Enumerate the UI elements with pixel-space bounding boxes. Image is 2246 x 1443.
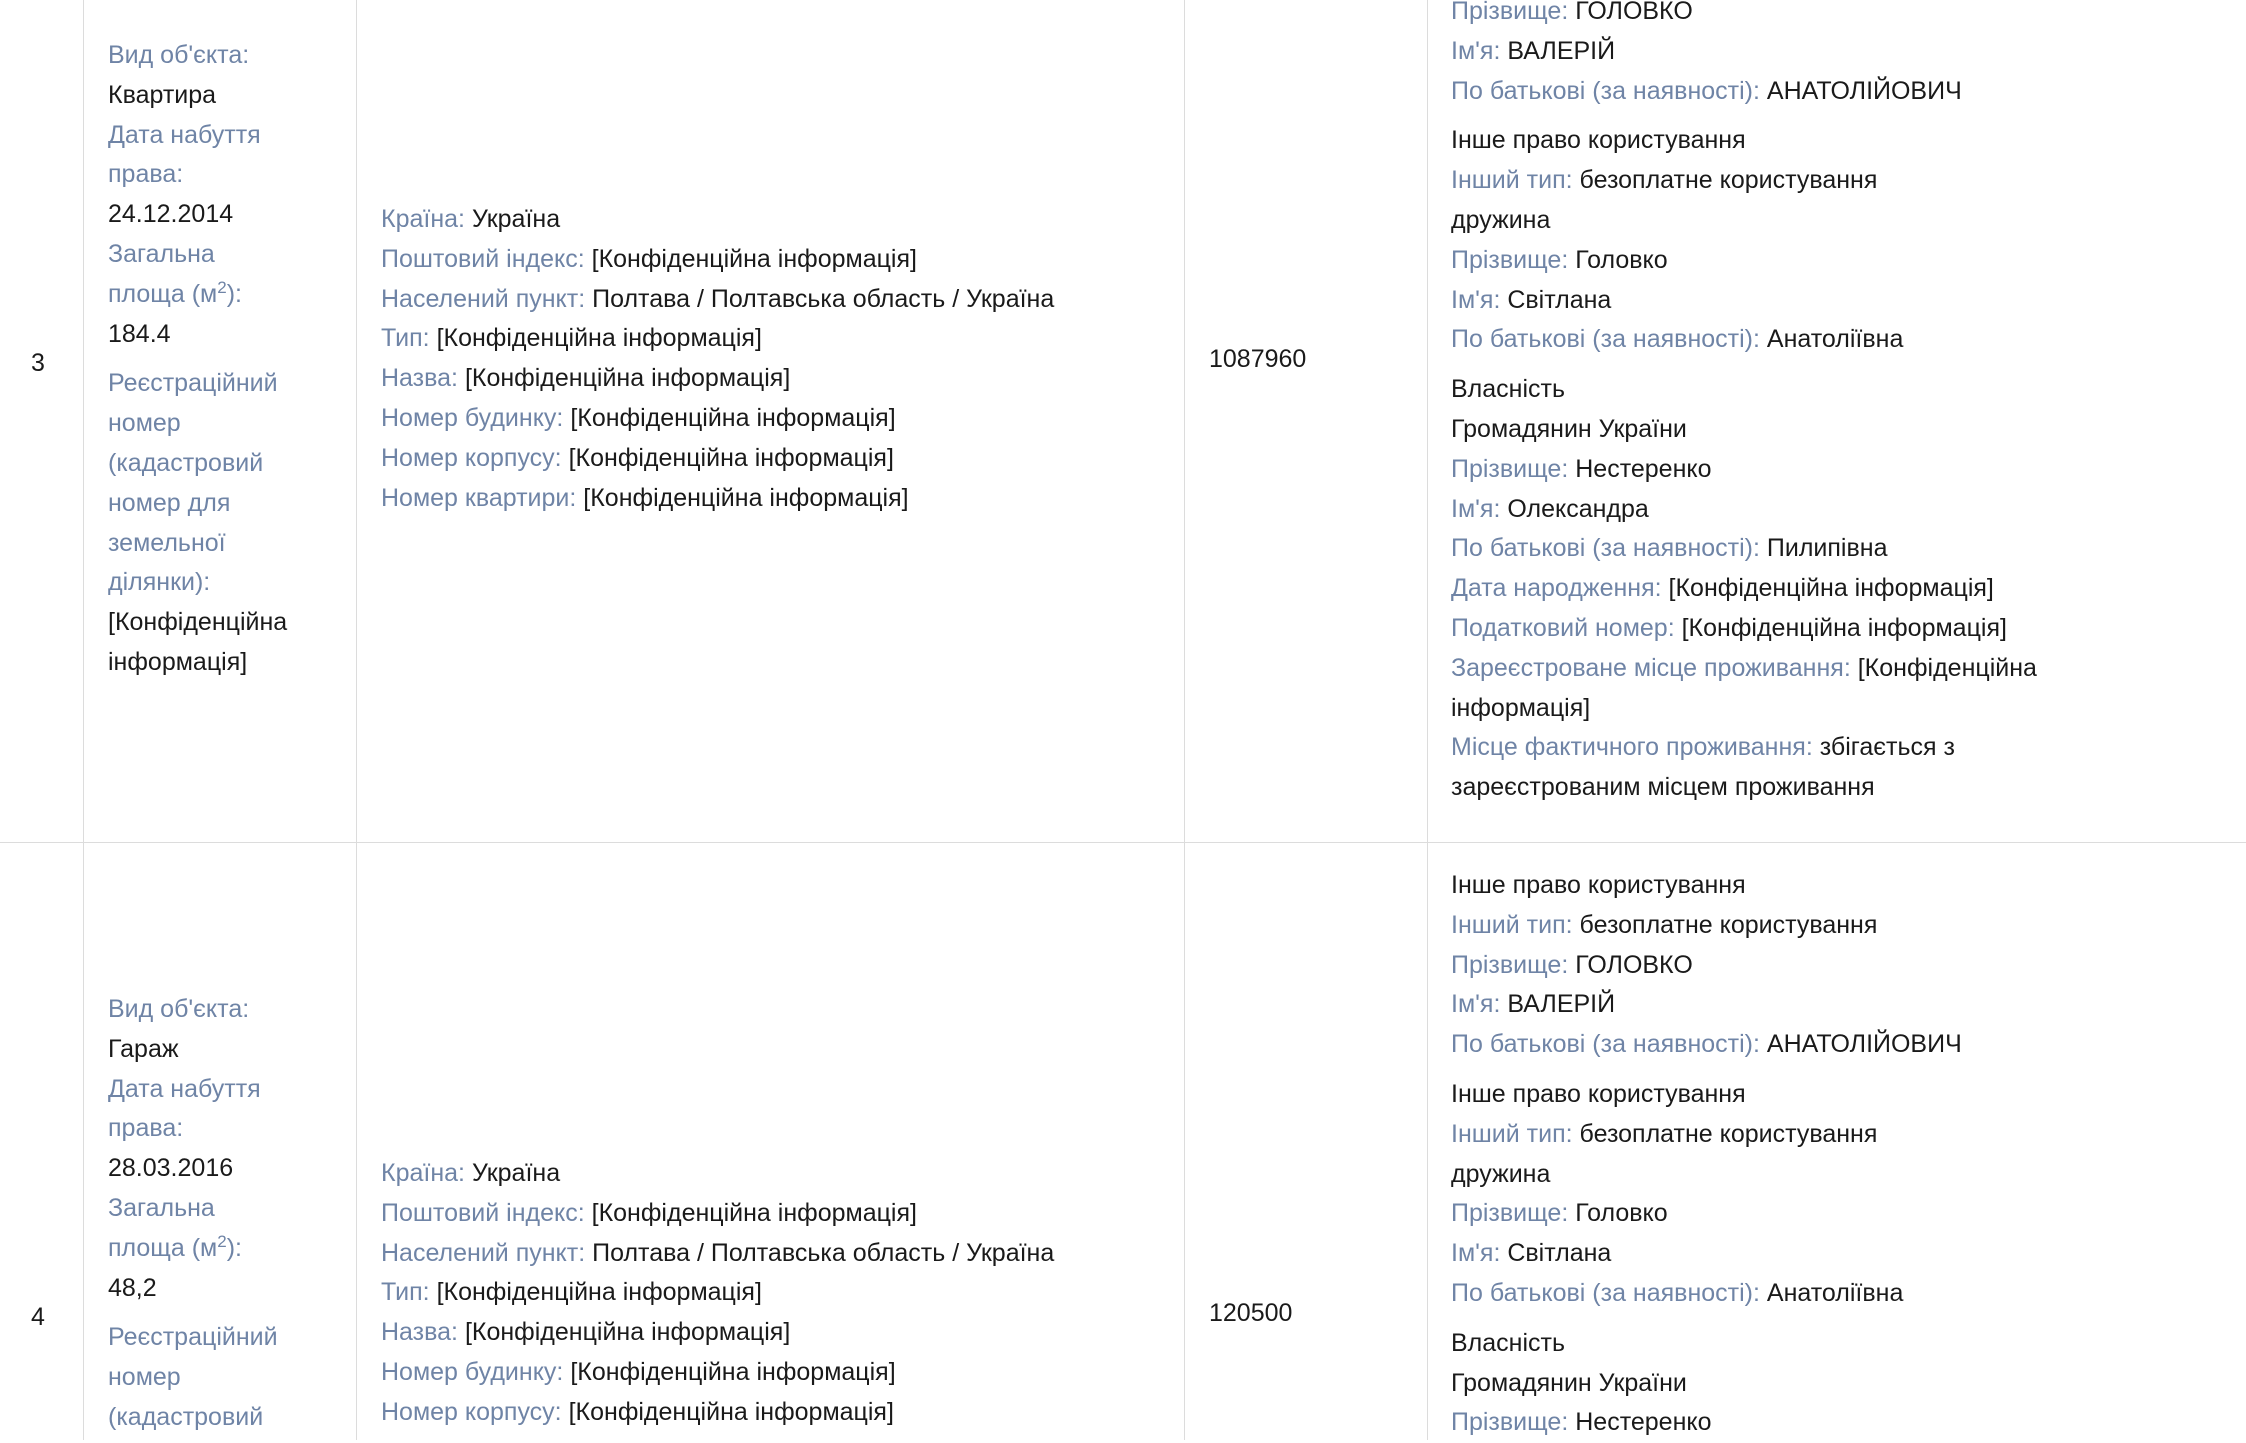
owner-tax-number: Податковий номер: [Конфіденційна інформація] xyxy=(1451,613,2007,642)
owner-surname: Прізвище: Нестеренко xyxy=(1451,1408,1712,1437)
registration-number-label: номер для xyxy=(108,488,231,517)
cost-value: 1087960 xyxy=(1209,345,1307,373)
owner-other-type: Інший тип: безоплатне користування xyxy=(1451,1119,1878,1148)
owner-relation: дружина xyxy=(1451,1159,1551,1188)
registration-number-value: інформація] xyxy=(108,647,248,676)
owner-group xyxy=(1451,370,2231,808)
address-type: Тип: [Конфіденційна інформація] xyxy=(381,324,762,353)
acquisition-date-value: 28.03.2016 xyxy=(108,1154,234,1183)
object-cell xyxy=(108,990,348,1438)
owner-patronymic: По батькові (за наявності): Пилипівна xyxy=(1451,534,1888,563)
owner-right: Власність xyxy=(1451,375,1566,404)
area-label: Загальна xyxy=(108,239,215,268)
owner-citizenship: Громадянин України xyxy=(1451,1368,1687,1397)
owner-actual-address: Місце фактичного проживання: збігається з xyxy=(1451,733,1955,762)
acquisition-date-label-cont: права: xyxy=(108,1114,184,1143)
owner-name: Ім'я: ВАЛЕРІЙ xyxy=(1451,990,1616,1019)
object-type-value: Гараж xyxy=(108,1034,179,1063)
registration-number-label: номер xyxy=(108,409,181,438)
owner-group xyxy=(1451,121,2231,360)
acquisition-date-label-cont: права: xyxy=(108,160,184,189)
owner-patronymic: По батькові (за наявності): Анатоліївна xyxy=(1451,1278,1904,1307)
owner-surname: Прізвище: ГОЛОВКО xyxy=(1451,950,1693,979)
address-type: Тип: [Конфіденційна інформація] xyxy=(381,1278,762,1307)
acquisition-date-value: 24.12.2014 xyxy=(108,200,234,229)
area-label-unit: площа $(м^2)$: xyxy=(108,277,242,308)
area-label: Загальна xyxy=(108,1193,215,1222)
object-type-label: Вид об'єкта: xyxy=(108,995,250,1023)
registration-number-label: земельної xyxy=(108,528,226,557)
area-value: 48,2 xyxy=(108,1273,157,1302)
area-value: 184.4 xyxy=(108,319,171,348)
address-cell xyxy=(381,200,1171,518)
registration-number-label: номер xyxy=(108,1363,181,1392)
owner-relation: дружина xyxy=(1451,205,1551,234)
address-name: Назва: [Конфіденційна інформація] xyxy=(381,364,791,393)
address-city: Населений пункт: Полтава / Полтавська область / Україна xyxy=(381,1238,1055,1267)
owner-right: Інше право користування xyxy=(1451,871,1746,899)
owner-actual-address-cont: зареєстрованим місцем проживання xyxy=(1451,773,1875,802)
owner-patronymic: По батькові (за наявності): АНАТОЛІЙОВИЧ xyxy=(1451,1030,1962,1059)
row-index: 3 xyxy=(31,349,45,377)
owner-birth-date: Дата народження: [Конфіденційна інформація] xyxy=(1451,574,1994,603)
owner-registered-address-cont: інформація] xyxy=(1451,693,1591,722)
owner-name: Ім'я: Світлана xyxy=(1451,1239,1612,1268)
registration-number-label: (кадастровий xyxy=(108,1402,264,1431)
address-house: Номер будинку: [Конфіденційна інформація] xyxy=(381,403,896,432)
address-building: Номер корпусу: [Конфіденційна інформація] xyxy=(381,1397,894,1426)
registration-number-label: Реєстраційний xyxy=(108,369,278,398)
address-country: Країна: Україна xyxy=(381,205,561,233)
owner-surname: Прізвище: ГОЛОВКО xyxy=(1451,0,1693,25)
owner-group xyxy=(1451,866,2231,1065)
object-type-label: Вид об'єкта: xyxy=(108,41,250,69)
row-index: 4 xyxy=(31,1303,45,1331)
owner-surname: Прізвище: Нестеренко xyxy=(1451,454,1712,483)
address-house: Номер будинку: [Конфіденційна інформація] xyxy=(381,1357,896,1386)
address-building: Номер корпусу: [Конфіденційна інформація] xyxy=(381,443,894,472)
address-postal: Поштовий індекс: [Конфіденційна інформація] xyxy=(381,244,917,273)
column-divider xyxy=(356,0,357,1440)
address-apartment: Номер квартири: [Конфіденційна інформація] xyxy=(381,483,909,512)
owner-group xyxy=(1451,1075,2231,1314)
object-cell xyxy=(108,36,348,683)
owners-cell xyxy=(1451,866,2231,1443)
owner-citizenship: Громадянин України xyxy=(1451,414,1687,443)
registration-number-value: [Конфіденційна xyxy=(108,608,288,637)
column-divider xyxy=(83,0,84,1440)
owner-name: Ім'я: Олександра xyxy=(1451,494,1649,523)
registration-number-label: Реєстраційний xyxy=(108,1323,278,1352)
owner-group xyxy=(1451,1324,2231,1443)
owner-patronymic: По батькові (за наявності): АНАТОЛІЙОВИЧ xyxy=(1451,76,1962,105)
owner-name: Ім'я: ВАЛЕРІЙ xyxy=(1451,36,1616,65)
owner-group xyxy=(1451,0,2231,111)
owners-cell xyxy=(1451,0,2231,808)
owner-patronymic: По батькові (за наявності): Анатоліївна xyxy=(1451,325,1904,354)
area-label-unit: площа $(м^2)$: xyxy=(108,1231,242,1262)
registration-number-label: ділянки): xyxy=(108,568,211,597)
column-divider xyxy=(1184,0,1185,1440)
address-name: Назва: [Конфіденційна інформація] xyxy=(381,1318,791,1347)
owner-right: Інше право користування xyxy=(1451,1079,1746,1108)
cost-value: 120500 xyxy=(1209,1299,1293,1327)
registration-number-label: (кадастровий xyxy=(108,448,264,477)
owner-surname: Прізвище: Головко xyxy=(1451,245,1668,274)
address-postal: Поштовий індекс: [Конфіденційна інформація] xyxy=(381,1198,917,1227)
object-type-value: Квартира xyxy=(108,80,217,109)
owner-other-type: Інший тип: безоплатне користування xyxy=(1451,166,1878,195)
owner-name: Ім'я: Світлана xyxy=(1451,285,1612,314)
address-cell xyxy=(381,1154,1171,1433)
owner-registered-address: Зареєстроване місце проживання: [Конфіденційна xyxy=(1451,653,2037,682)
row-divider xyxy=(0,842,2246,843)
owner-right: Власність xyxy=(1451,1328,1566,1357)
owner-surname: Прізвище: Головко xyxy=(1451,1199,1668,1228)
address-city: Населений пункт: Полтава / Полтавська область / Україна xyxy=(381,284,1055,313)
owner-right: Інше право користування xyxy=(1451,126,1746,155)
address-country: Країна: Україна xyxy=(381,1159,561,1187)
owner-other-type: Інший тип: безоплатне користування xyxy=(1451,910,1878,939)
acquisition-date-label: Дата набуття xyxy=(108,120,261,149)
column-divider xyxy=(1427,0,1428,1440)
acquisition-date-label: Дата набуття xyxy=(108,1074,261,1103)
